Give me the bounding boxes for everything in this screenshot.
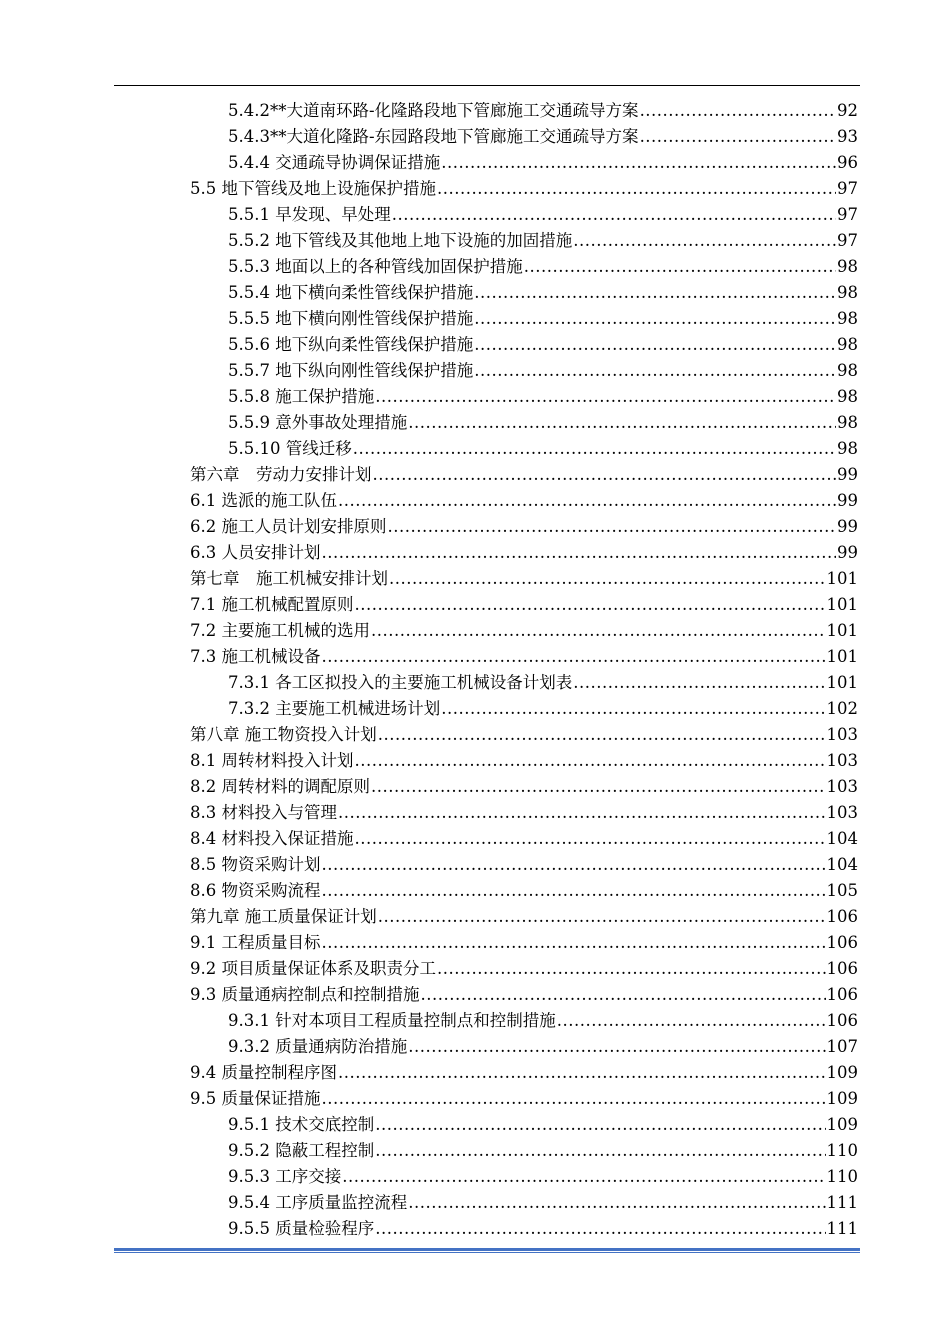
toc-dot-leader	[408, 1190, 825, 1216]
toc-dot-leader	[640, 98, 836, 124]
toc-dot-leader	[392, 202, 836, 228]
toc-dot-leader	[338, 800, 826, 826]
toc-dot-leader	[375, 384, 836, 410]
footer-rule-thick	[114, 1248, 860, 1251]
toc-dot-leader	[322, 878, 826, 904]
toc-entry-title: 8.6 物资采购流程	[190, 881, 321, 900]
toc-entry[interactable]	[228, 1216, 858, 1242]
toc-entry-page-number: 101	[826, 647, 858, 666]
toc-dot-leader	[355, 826, 826, 852]
toc-entry-page-number: 111	[826, 1193, 858, 1212]
toc-entry[interactable]	[228, 670, 858, 696]
toc-entry[interactable]	[228, 150, 858, 176]
toc-entry-page-number: 98	[837, 309, 858, 328]
toc-entry[interactable]	[228, 1008, 858, 1034]
toc-entry[interactable]	[190, 644, 858, 670]
header-rule	[114, 85, 860, 86]
toc-dot-leader	[474, 332, 836, 358]
toc-entry[interactable]	[190, 982, 858, 1008]
toc-entry[interactable]	[228, 410, 858, 436]
toc-entry-title: 9.5.1 技术交底控制	[228, 1115, 375, 1134]
toc-entry[interactable]	[228, 1164, 858, 1190]
toc-entry-title: 9.5.5 质量检验程序	[228, 1219, 375, 1238]
toc-entry-page-number: 101	[826, 673, 858, 692]
toc-dot-leader	[408, 1034, 825, 1060]
toc-entry-title: 5.4.2**大道南环路-化隆路段地下管廊施工交通疏导方案	[228, 101, 639, 120]
toc-entry-title: 第九章 施工质量保证计划	[190, 907, 377, 926]
toc-dot-leader	[371, 774, 826, 800]
toc-entry-page-number: 99	[837, 517, 858, 536]
toc-dot-leader	[342, 1164, 825, 1190]
toc-dot-leader	[474, 358, 836, 384]
footer-rule-thin	[114, 1252, 860, 1253]
toc-dot-leader	[557, 1008, 826, 1034]
toc-entry-page-number: 110	[826, 1141, 858, 1160]
toc-dot-leader	[322, 852, 826, 878]
toc-entry-page-number: 98	[837, 283, 858, 302]
toc-entry-page-number: 92	[837, 101, 858, 120]
toc-dot-leader	[441, 150, 836, 176]
toc-entry-title: 9.3.1 针对本项目工程质量控制点和控制措施	[228, 1011, 556, 1030]
toc-entry-title: 6.2 施工人员计划安排原则	[190, 517, 387, 536]
toc-entry-page-number: 106	[826, 959, 858, 978]
toc-dot-leader	[524, 254, 836, 280]
toc-entry-page-number: 101	[826, 595, 858, 614]
toc-entry-title: 5.5.10 管线迁移	[228, 439, 352, 458]
toc-entry[interactable]	[190, 1086, 858, 1112]
toc-entry-title: 第八章 施工物资投入计划	[190, 725, 377, 744]
toc-entry-page-number: 99	[837, 491, 858, 510]
toc-entry-page-number: 111	[826, 1219, 858, 1238]
toc-entry[interactable]	[228, 1034, 858, 1060]
toc-entry-page-number: 98	[837, 439, 858, 458]
toc-entry-title: 7.2 主要施工机械的选用	[190, 621, 370, 640]
toc-entry-title: 5.5.4 地下横向柔性管线保护措施	[228, 283, 474, 302]
toc-entry[interactable]	[190, 592, 858, 618]
toc-entry-title: 5.5.3 地面以上的各种管线加固保护措施	[228, 257, 523, 276]
toc-dot-leader	[437, 176, 836, 202]
toc-dot-leader	[441, 696, 825, 722]
toc-entry-title: 第七章 施工机械安排计划	[190, 569, 388, 588]
toc-entry-title: 5.5.9 意外事故处理措施	[228, 413, 408, 432]
toc-dot-leader	[421, 982, 826, 1008]
toc-entry-page-number: 109	[826, 1063, 858, 1082]
toc-entry[interactable]	[228, 384, 858, 410]
toc-entry[interactable]	[228, 1138, 858, 1164]
toc-entry-page-number: 106	[826, 907, 858, 926]
toc-dot-leader	[355, 748, 826, 774]
toc-entry-page-number: 109	[826, 1115, 858, 1134]
toc-dot-leader	[378, 904, 826, 930]
toc-entry-page-number: 103	[826, 725, 858, 744]
toc-dot-leader	[573, 228, 836, 254]
toc-entry-title: 9.3 质量通病控制点和控制措施	[190, 985, 420, 1004]
toc-entry[interactable]	[228, 280, 858, 306]
toc-entry[interactable]	[190, 1060, 858, 1086]
toc-entry[interactable]	[190, 904, 858, 930]
toc-entry-title: 7.3.1 各工区拟投入的主要施工机械设备计划表	[228, 673, 573, 692]
toc-entry[interactable]	[190, 826, 858, 852]
toc-entry-title: 9.4 质量控制程序图	[190, 1063, 337, 1082]
toc-entry[interactable]	[190, 956, 858, 982]
toc-entry-title: 6.3 人员安排计划	[190, 543, 321, 562]
toc-entry-title: 9.5.3 工序交接	[228, 1167, 342, 1186]
toc-entry-title: 7.3 施工机械设备	[190, 647, 321, 666]
toc-entry[interactable]	[228, 1190, 858, 1216]
toc-dot-leader	[474, 306, 836, 332]
toc-dot-leader	[388, 514, 837, 540]
toc-dot-leader	[573, 670, 825, 696]
toc-entry-page-number: 96	[837, 153, 858, 172]
toc-entry-page-number: 98	[837, 387, 858, 406]
toc-entry-page-number: 107	[826, 1037, 858, 1056]
toc-entry-page-number: 98	[837, 413, 858, 432]
toc-entry-title: 9.3.2 质量通病防治措施	[228, 1037, 408, 1056]
toc-entry-page-number: 98	[837, 335, 858, 354]
toc-entry[interactable]	[228, 254, 858, 280]
footer-rule	[114, 1248, 860, 1253]
toc-entry-title: 8.3 材料投入与管理	[190, 803, 337, 822]
toc-entry-page-number: 103	[826, 751, 858, 770]
toc-entry-page-number: 105	[826, 881, 858, 900]
toc-entry-title: 5.5.8 施工保护措施	[228, 387, 375, 406]
toc-dot-leader	[389, 566, 826, 592]
toc-entry-page-number: 103	[826, 777, 858, 796]
toc-dot-leader	[353, 436, 836, 462]
toc-entry[interactable]	[190, 176, 858, 202]
toc-entry-page-number: 106	[826, 933, 858, 952]
toc-entry-page-number: 97	[837, 231, 858, 250]
toc-entry-page-number: 110	[826, 1167, 858, 1186]
toc-entry[interactable]	[228, 228, 858, 254]
toc-entry-page-number: 101	[826, 569, 858, 588]
toc-entry[interactable]	[190, 748, 858, 774]
toc-entry-title: 9.5 质量保证措施	[190, 1089, 321, 1108]
toc-dot-leader	[355, 592, 826, 618]
toc-entry[interactable]	[228, 696, 858, 722]
toc-entry[interactable]	[190, 800, 858, 826]
toc-entry[interactable]	[190, 930, 858, 956]
toc-entry-title: 9.5.2 隐蔽工程控制	[228, 1141, 375, 1160]
toc-entry-page-number: 106	[826, 985, 858, 1004]
toc-dot-leader	[437, 956, 826, 982]
toc-entry-title: 5.5.5 地下横向刚性管线保护措施	[228, 309, 474, 328]
toc-entry-title: 5.4.4 交通疏导协调保证措施	[228, 153, 441, 172]
toc-dot-leader	[371, 618, 826, 644]
toc-entry-title: 8.5 物资采购计划	[190, 855, 321, 874]
toc-entry-page-number: 104	[826, 829, 858, 848]
toc-dot-leader	[322, 1086, 826, 1112]
toc-dot-leader	[338, 1060, 826, 1086]
toc-entry[interactable]	[190, 618, 858, 644]
toc-entry-page-number: 99	[837, 543, 858, 562]
toc-entry[interactable]	[190, 852, 858, 878]
toc-entry-title: 9.1 工程质量目标	[190, 933, 321, 952]
toc-entry[interactable]	[228, 124, 858, 150]
toc-entry-title: 9.5.4 工序质量监控流程	[228, 1193, 408, 1212]
toc-entry-page-number: 106	[826, 1011, 858, 1030]
toc-entry-title: 7.3.2 主要施工机械进场计划	[228, 699, 441, 718]
toc-entry-title: 5.5 地下管线及地上设施保护措施	[190, 179, 436, 198]
toc-entry-title: 8.4 材料投入保证措施	[190, 829, 354, 848]
toc-entry[interactable]	[190, 566, 858, 592]
toc-entry-title: 7.1 施工机械配置原则	[190, 595, 354, 614]
toc-dot-leader	[640, 124, 836, 150]
toc-dot-leader	[375, 1112, 825, 1138]
toc-entry-page-number: 104	[826, 855, 858, 874]
toc-entry-title: 5.5.6 地下纵向柔性管线保护措施	[228, 335, 474, 354]
toc-dot-leader	[373, 462, 837, 488]
toc-entry-page-number: 97	[837, 205, 858, 224]
toc-entry[interactable]	[228, 332, 858, 358]
toc-entry[interactable]	[228, 98, 858, 124]
toc-entry[interactable]	[228, 202, 858, 228]
toc-dot-leader	[322, 540, 837, 566]
toc-entry-title: 5.4.3**大道化隆路-东园路段地下管廊施工交通疏导方案	[228, 127, 639, 146]
toc-entry-title: 6.1 选派的施工队伍	[190, 491, 337, 510]
toc-entry[interactable]	[190, 722, 858, 748]
toc-entry-title: 8.1 周转材料投入计划	[190, 751, 354, 770]
toc-entry-page-number: 101	[826, 621, 858, 640]
toc-entry-title: 5.5.7 地下纵向刚性管线保护措施	[228, 361, 474, 380]
toc-entry-page-number: 102	[826, 699, 858, 718]
toc-dot-leader	[322, 930, 826, 956]
toc-dot-leader	[378, 722, 826, 748]
toc-entry-page-number: 98	[837, 257, 858, 276]
toc-entry-page-number: 93	[837, 127, 858, 146]
toc-entry[interactable]	[190, 774, 858, 800]
toc-dot-leader	[375, 1138, 825, 1164]
toc-entry-title: 第六章 劳动力安排计划	[190, 465, 372, 484]
toc-entry[interactable]	[190, 878, 858, 904]
toc-entry[interactable]	[190, 462, 858, 488]
toc-entry-page-number: 103	[826, 803, 858, 822]
toc-entry[interactable]	[228, 358, 858, 384]
toc-entry-title: 9.2 项目质量保证体系及职责分工	[190, 959, 436, 978]
toc-dot-leader	[375, 1216, 825, 1242]
toc-entry[interactable]	[228, 1112, 858, 1138]
toc-dot-leader	[408, 410, 836, 436]
toc-dot-leader	[338, 488, 836, 514]
toc-entry-title: 5.5.1 早发现、早处理	[228, 205, 391, 224]
toc-entry-title: 8.2 周转材料的调配原则	[190, 777, 370, 796]
toc-dot-leader	[474, 280, 836, 306]
toc-entry[interactable]	[190, 514, 858, 540]
toc-entry[interactable]	[190, 540, 858, 566]
toc-entry[interactable]	[228, 436, 858, 462]
toc-entry-page-number: 98	[837, 361, 858, 380]
toc-entry[interactable]	[228, 306, 858, 332]
toc-entry[interactable]	[190, 488, 858, 514]
toc-dot-leader	[322, 644, 826, 670]
toc-entry-page-number: 97	[837, 179, 858, 198]
toc-entry-title: 5.5.2 地下管线及其他地上地下设施的加固措施	[228, 231, 573, 250]
toc-entry-page-number: 109	[826, 1089, 858, 1108]
toc-entry-page-number: 99	[837, 465, 858, 484]
